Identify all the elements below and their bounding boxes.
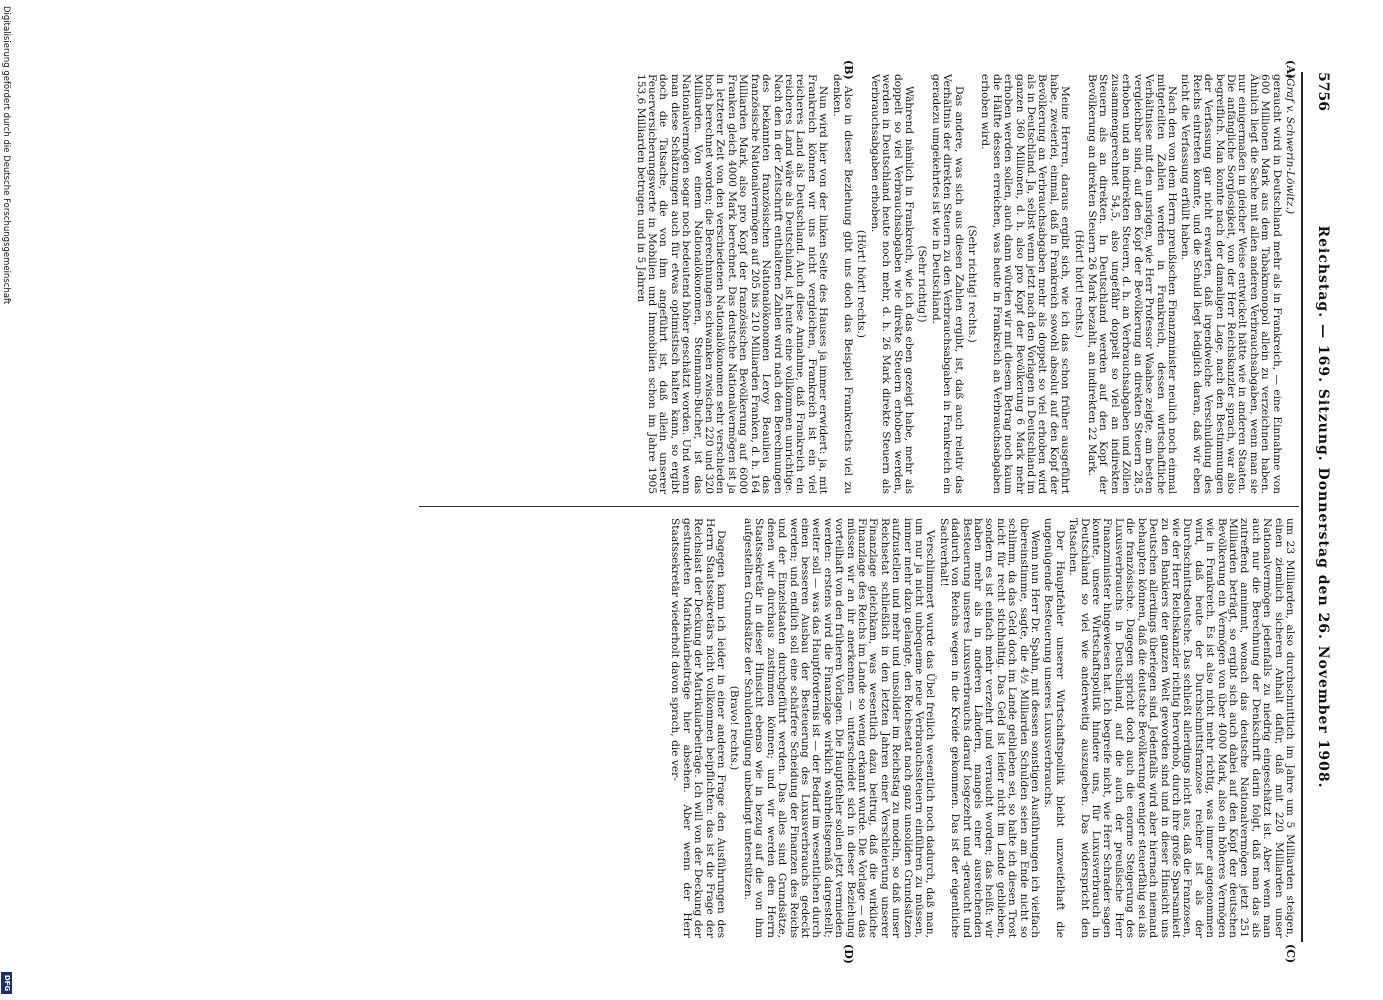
paragraph: Verschlimmert wurde das Übel freilich wesentlich noch dadurch, daß man, um nur ja nicht unbequeme neue Verbrauchssteuern einführen zu müssen, immer mehr dazu gelangte, den Reichsetat nach ganz unsoliden Grundsätzen aufzustellen und mehr und unsolider im Reichstag zu modeln, so daß unser Reichsetat schließlich in den letzten Jahren einer Verschleierung unserer Finanzlage gleichkam, was wesentlich dazu beitrug, daß die wirkliche Finanzlage des Reichs im Lande so wenig erkannt wurde. Die Vorlage — das müssen wir an ihr anerkennen — unterscheidet sich in dieser Beziehung vorteilhaft von den früheren Vorlagen. Die Hauptfehler sollen jetzt vermieden werden: erstens wird die Finanzlage wirklich wahrheitsgemäß dargestellt; weiter soll — was das Hauptfordernis ist — der Bedarf im wesentlichen durch einen besseren Ausbau der Besteuerung des Luxusverbrauchs gedeckt werden; und endlich soll eine schärfere Scheidung der Finanzen des Reichs und der Einzelstaaten durchgeführt werden. Das alles sind Grundsätze, denen wir durchaus zustimmen können; und wir werden den Herrn Staatssekretär in dieser Hinsicht ebenso wie in bezug auf die von ihm aufgestellten Grundsätze der Schuldentilgung unbedingt unterstützen. xyxy=(741,518,937,938)
paragraph: Also in dieser Beziehung gibt uns doch das Beispiel Frankreichs viel zu denken. xyxy=(830,74,854,494)
interjection: (Sehr richtig!) xyxy=(916,245,929,323)
paragraph: geraucht wird in Deutschland mehr als in Frankreich, — eine Einnahme von 600 Millionen Mark aus dem Tabakmonopol allein zu verzeichnen haben. Ähnlich liegt die Sache mit allen anderen Verbrauchsabgaben, wenn man sie nur einigermaßen in gleicher Weise entwickelt hätte wie in anderen Staaten. Die anfängliche Sorglosigkeit, von der Herr Reichskanzler sprach, war also begreiflich. Man konnte nach der damaligen Lage, nach den Bestimmungen der Verfassung gar nicht erwarten, daß irgendwelche Verschuldung des Reichs eintreten konnte, und die Schuld liegt lediglich daran, daß wir eben nicht die Verfassung erfüllt haben. xyxy=(1179,74,1283,494)
page-number: 5756 xyxy=(1315,72,1331,111)
header-rule xyxy=(1301,72,1303,942)
left-column xyxy=(632,74,1295,494)
page-title: Reichstag. — 169. Sitzung. Donnerstag den 26. November 1908. xyxy=(1315,225,1331,789)
paragraph: um 23 Milliarden, also durchschnittlich im Jahre um 5 Milliarden steigen, einen ziemlich sicheren Anhalt dafür, daß mit 220 Milliarden unser Nationalvermögen jedenfalls zu niedrig eingeschätzt ist. Aber wenn man auch nur die Berechnung der Denkschrift darin folgt, daß man das als zutreffend annimmt, wonach das deutsche Nationalvermögen jetzt 251 Milliarden beträgt, so ergibt sich auch dabei auf den Kopf der deutschen Bevölkerung ein Vermögen von über 4000 Mark, also ein höheres Vermögen wie in Frankreich. Es ist also nicht mehr richtig, was immer angenommen wird, daß heute der Durchschnittsfranzose reicher ist als der Durchschnittsdeutsche. Das schließt allerdings nicht aus, daß die Franzosen, wie der Herr Reichskanzler richtig hervorhob, durch ihre große Sparsamkeit zu den Bankiers der ganzen Welt geworden sind und in dieser Hinsicht uns Deutschen allerdings überlegen sind. Jedenfalls wird aber hiernach niemand behaupten können, daß die deutsche Bevölkerung weniger steuerfähig sei als die französische. Dagegen spricht doch auch die enorme Steigerung des Luxusverbrauchs in Deutschland, auf die auch der preußische Herr Finanzminister hingewiesen hat. Ich begreife nicht, wie Herr Schrader sagen konnte, unsere Wirtschaftspolitik hindere uns, für Luxusverbrauch in Deutschland so viel wie anderweitig auszugeben. Das widerspricht den Tatsachen. xyxy=(1067,518,1296,938)
interjection: (Sehr richtig! rechts.) xyxy=(966,225,979,343)
margin-marker-b: (B) xyxy=(842,60,855,80)
column-divider xyxy=(419,506,1299,507)
paragraph: Nun wird hier von der linken Seite des Hauses ja immer erwidert: ja, mit Frankreich können wir uns nicht vergleichen, Frankreich ist ein viel reicheres Land als Deutschland. Auch diese Annahme, daß Frankreich ein reicheres Land wäre als Deutschland, ist heute eine vollkommen unrichtige. Nach den in der Zeitschrift enthaltenen Zahlen wird nach den Berechnungen des bekannten französischen Nationalökonomen Leroy Beaulieu das französische Nationalvermögen auf 205 bis 210 Milliarden Franken, d. h. 164 Milliarden Mark, also pro Kopf der französischen Bevölkerung auf 6000 Franken gleich 4000 Mark berechnet. Das deutsche Nationalvermögen ist ja in letzterer Zeit von den verschiedenen Nationalökonomen sehr verschieden hoch berechnet worden; die Berechnungen schwanken zwischen 220 und 320 Milliarden. Von einem Nationalökonomen, Steinmann-Bucher, ist das Nationalvermögen sogar noch bedeutend höher geschätzt worden. Und wenn man diese Schätzungen auch für etwas optimistisch halten kann, so ergibt doch die Tatsache, die von ihm angeführt ist, daß allein unserer Feuerversicherungswerte in Mobilien und Immobilien schon im Jahre 1905 153,6 Milliarden betrugen und in 5 Jahren xyxy=(634,74,830,494)
margin-marker-a: (A) xyxy=(1284,60,1297,79)
paragraph: Das andere, was sich aus diesen Zahlen ergibt, ist, daß auch relativ das Verhältnis der direkten Steuern zu den Verbrauchsabgaben in Frankreich ein geradezu umgekehrtes ist wie in Deutschland. xyxy=(929,74,965,494)
paragraph: Nach den von dem Herrn preußischen Finanzminister neulich noch einmal mitgeteilten Zahlen werden in Frankreich, dessen wirtschaftliche Verhältnisse mit den unsrigen, wie Herr Professor Waahse zeigte, am besten vergleichbar sind, auf den Kopf der Bevölkerung an direkten Steuern 28,5 erhoben und an indirekten Steuern, d. h. an Verbrauchsabgaben und Zöllen zusammengerechnet 54,5, also ungefähr doppelt so viel an indirekten Steuern als an direkten. In Deutschland werden auf den Kopf der Bevölkerung an direkten Steuern 26 Mark bezahlt, an indirekten 22 Mark. xyxy=(1086,74,1178,494)
paragraph: Wenn nun Herr Dr. Spahn, mit dessen sonstigen Ausführungen ich vielfach übereinstimme, sagte, die 4½ Milliarden Schulden seien am Ende nicht so schlimm, da das Geld doch im Lande geblieben sei, so halte ich diesen Trost nicht für recht stichhaltig. Das Geld ist leider nicht im Lande geblieben, sondern es ist einfach mehr verzehrt und verraucht worden; das heißt: wir haben mehr als in anderen Ländern, mangels einer ausreichenden Besteuerung unseres Luxusverbrauchs darauf losgezehrt und -geraucht und dadurch von Reichs wegen in die Kreide gekommen. Das ist der eigentliche Sachverhalt! xyxy=(937,518,1042,938)
dfg-logo: DFG xyxy=(1,972,12,994)
paragraph: Dagegen kann ich leider in einer anderen Frage den Ausführungen des Herrn Staatssekretärs nicht vollkommen beipflichten: das ist die Frage der Reichslast der Deckung der Matrikularbeiträge. Ich will von der Deckung der gestundeten Matrikularbeiträge hier absehen. Aber wenn der Herr Staatssekretär wiederholt davon sprach, die ver- xyxy=(669,518,728,938)
page-footer xyxy=(0,0,11,1000)
interjection: (Hört! hört! rechts.) xyxy=(1072,229,1085,339)
margin-marker-d: (D) xyxy=(842,944,855,964)
paragraph: Der Hauptfehler unserer Wirtschaftspolitik bleibt unzweifelhaft die ungenügende Besteuerung unseres Luxusverbrauchs. xyxy=(1042,518,1066,938)
interjection: (Hört! hört! rechts.) xyxy=(855,229,868,339)
digitization-credit: Digitalisierung gefördert durch die Deutsche Forschungsgemeinschaft xyxy=(1,6,11,305)
paragraph: Meine Herren, daraus ergibt sich, wie ich das schon früher ausgeführt habe, zweierlei, einmal, daß in Frankreich sowohl absolut auf den Kopf der Bevölkerung an Verbrauchsabgaben mehr als doppelt so viel erhoben wird als in Deutschland. Ja, selbst wenn jetzt nach den Vorlagen in Deutschland im ganzen 360 Millionen, d. h. also pro Kopf der Bevölkerung 6 Mark mehr erhoben werden sollen, auch dann würden wir mit diesem Betrag noch kaum die Hälfte dessen erreichen, was heute in Frankreich an Verbrauchsabgaben erhoben wird. xyxy=(979,74,1072,494)
speaker-name: (Graf v. Schwerin-Löwitz.) xyxy=(1284,74,1296,215)
right-column xyxy=(667,518,1295,938)
margin-marker-c: (C) xyxy=(1284,944,1297,964)
paragraph: Während nämlich in Frankreich, wie ich das eben gezeigt habe, mehr als doppelt so viel Verbrauchsabgaben wie direkte Steuern erhoben werden, werden in Deutschland heute noch mehr, d. h. 26 Mark direkte Steuern als Verbrauchsabgaben erhoben. xyxy=(868,74,915,494)
page-header xyxy=(1305,72,1331,942)
interjection: (Bravo! rechts.) xyxy=(728,685,741,771)
